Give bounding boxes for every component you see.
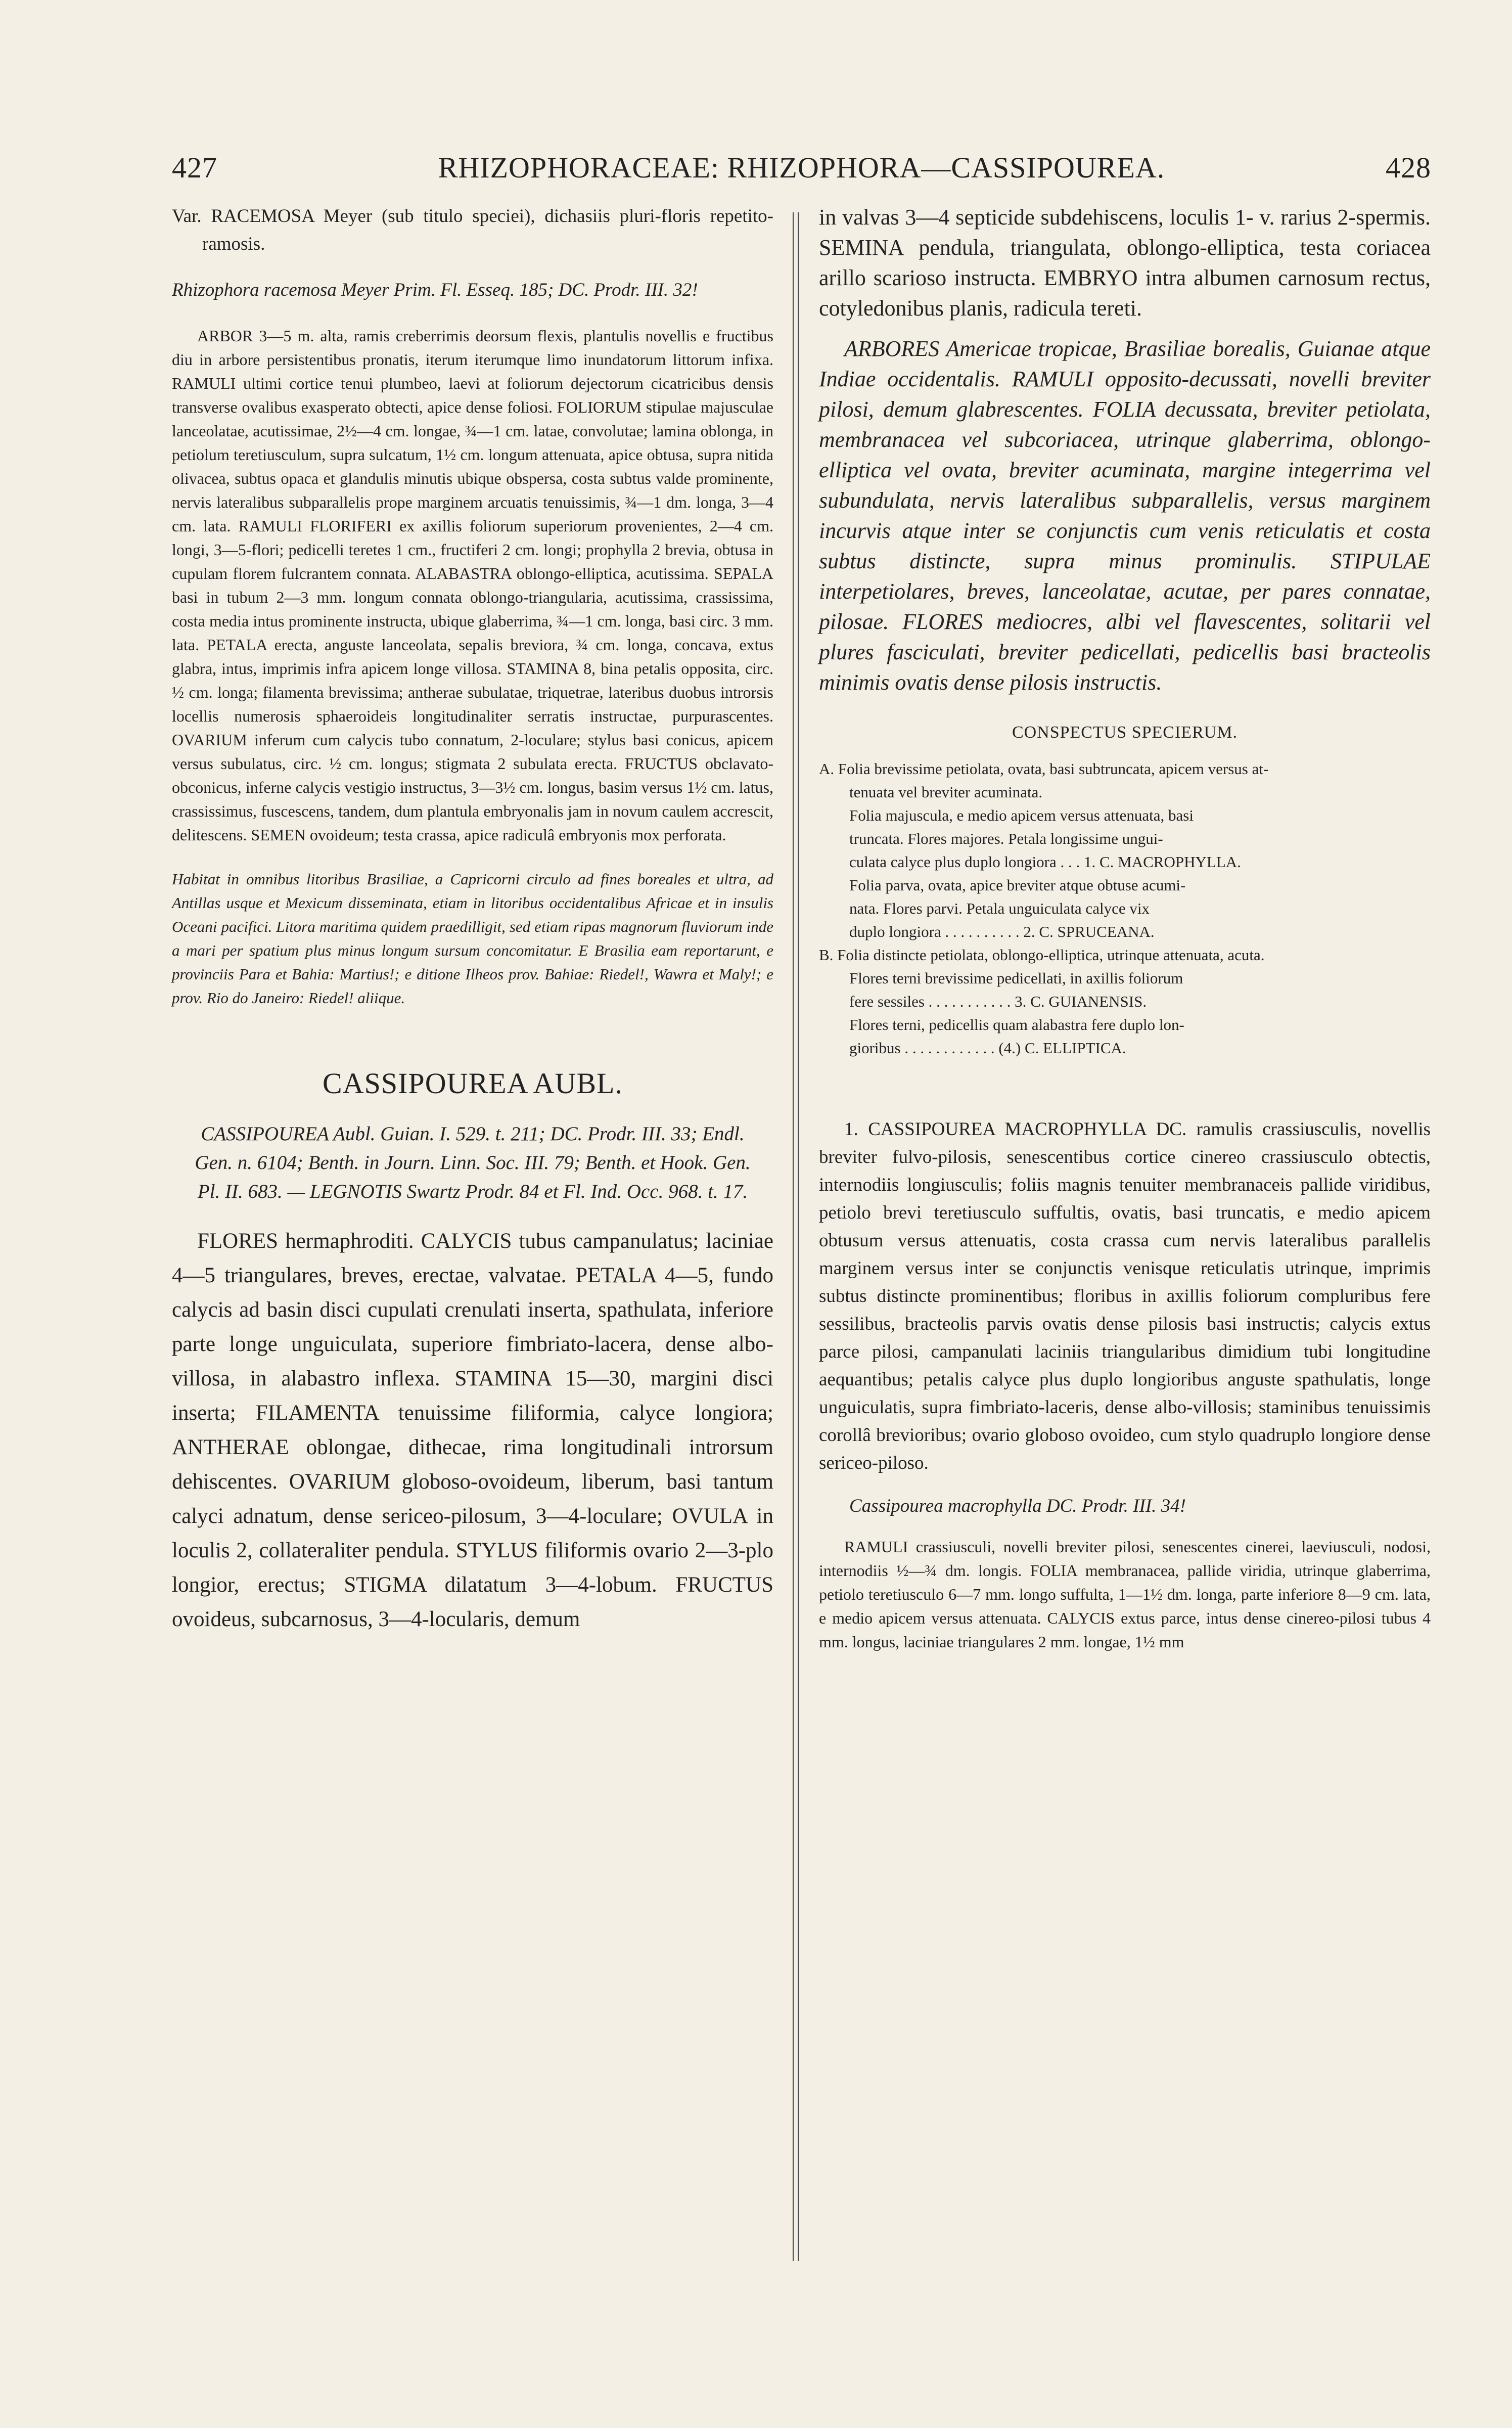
right-column xyxy=(819,202,1431,1654)
key-line: culata calyce plus duplo longiora . . . 1. C. MACROPHYLLA. xyxy=(849,853,1241,871)
key-line: B. Folia distincte petiolata, oblongo-elliptica, utrinque attenuata, acuta. xyxy=(819,946,1265,964)
racemosa-description: ARBOR 3—5 m. alta, ramis creberrimis deorsum flexis, plantulis novellis e fructibus diu in arbore persistentibus pronatis, iterum iterumque limo inundatorum littorum infixa. RAMULI ultimi cortice tenui plumbeo, laevi at foliorum dejectorum cicatricibus densis transverse ovalibus exasperato obtecti, apice dense foliosi. FOLIORUM stipulae majusculae lanceolatae, acutissimae, 2½—4 cm. longae, ¾—1 cm. latae, convolutae; lamina oblonga, in petiolum teretiusculum, supra sulcatum, 1½ cm. longum attenuata, apice obtusa, supra nitida olivacea, subtus opaca et glandulis minutis ubique obspersa, costa subtus valde prominente, nervis lateralibus subparallelis prope marginem arcuatis tenuissimis, ¾—1 dm. longa, 3—4 cm. lata. RAMULI FLORIFERI ex axillis foliorum superiorum provenientes, 2—4 cm. longi, 3—5-flori; pedicelli teretes 1 cm., fructiferi 2 cm. longi; prophylla 2 brevia, obtusa in cupulam florem fulcrantem connata. ALABASTRA oblongo-elliptica, acutissima. SEPALA basi in tubum 2—3 mm. longum connata oblongo-triangularia, acutissima, crassissima, costa media intus prominente instructa, ubique glaberrima, ¾—1 cm. longa, basi circ. 3 mm. lata. PETALA erecta, anguste lanceolata, sepalis breviora, ¾ cm. longa, concava, extus glabra, intus, imprimis infra apicem longe villosa. STAMINA 8, bina petalis opposita, circ. ½ cm. longa; filamenta brevissima; antherae subulatae, triquetrae, lateribus duobus introrsis locellis numerosis sphaeroideis longitudinaliter serratis instructae, purpurascentes. OVARIUM inferum cum calycis tubo connatum, 2-loculare; stylus basi conicus, apicem versus subulatus, circ. ½ cm. longus; stigmata 2 subulata erecta. FRUCTUS obclavato-obconicus, inferne calycis vestigio instructus, 3—3½ cm. longus, basim versus 1½ cm. latus, crassissimus, fuscescens, tandem, dum plantula embryonalis jam in novum caulem accrescit, delitescens. SEMEN ovoideum; testa crassa, apice radiculâ embryonis mox perforata. xyxy=(172,327,773,844)
key-line: duplo longiora . . . . . . . . . . 2. C. SPRUCEANA. xyxy=(849,923,1155,940)
key-line: Folia majuscula, e medio apicem versus attenuata, basi xyxy=(849,806,1194,824)
key-line: A. Folia brevissime petiolata, ovata, basi subtruncata, apicem versus at- xyxy=(819,760,1269,778)
genus-description: FLORES hermaphroditi. CALYCIS tubus campanulatus; laciniae 4—5 triangulares, breves, erectae, valvatae. PETALA 4—5, fundo calycis ad basin disci cupulati crenulati inserta, spathulata, inferiore parte longe unguiculata, superiore fimbriato-lacera, dense albo-villosa, in alabastro inflexa. STAMINA 15—30, margini disci inserta; FILAMENTA tenuissime filiformia, calyce longiora; ANTHERAE oblongae, dithecae, rima longitudinali introrsum dehiscentes. OVARIUM globoso-ovoideum, liberum, basi tantum calyci adnatum, dense sericeo-pilosum, 3—4-loculare; OVULA in loculis 2, collateraliter pendula. STYLUS filiformis ovario 2—3-plo longior, erectus; STIGMA dilatatum 3—4-lobum. FRUCTUS ovoideus, subcarnosus, 3—4-locularis, demum xyxy=(172,1229,773,1631)
key-line: Folia parva, ovata, apice breviter atque obtuse acumi- xyxy=(849,876,1186,894)
species-1-citation: Cassipourea macrophylla DC. Prodr. III. 34! xyxy=(849,1496,1186,1516)
genus-description-continued: in valvas 3—4 septicide subdehiscens, loculis 1- v. rarius 2-spermis. SEMINA pendula, triangulata, oblongo-elliptica, testa coriacea arillo scarioso instructa. EMBRYO intra albumen carnosum rectus, cotyledonibus planis, radicula tereti. xyxy=(819,205,1431,321)
page-number-right: 428 xyxy=(1386,151,1431,184)
column-divider xyxy=(793,212,799,2261)
racemosa-citation: Rhizophora racemosa Meyer Prim. Fl. Esseq. 185; DC. Prodr. III. 32! xyxy=(172,280,698,300)
page-number-left: 427 xyxy=(172,151,217,184)
key-line: Flores terni brevissime pedicellati, in axillis foliorum xyxy=(849,969,1183,987)
habitat-paragraph: Habitat in omnibus litoribus Brasiliae, a Capricorni circulo ad fines boreales et ultra, ad Antillas usque et Mexicum disseminata, etiam in litoribus occidentalibus Africae et in insulis Oceani pacifici. Litora maritima quidem praedilligit, sed etiam ripas magnorum fluviorum inde a mari per spatium plus minus longum sursum concomitatur. E Brasilia eam reportarunt, e provinciis Para et Bahia: Martius!; e ditione Ilheos prov. Bahiae: Riedel!, Wawra et Maly!; e prov. Rio do Janeiro: Riedel! aliique. xyxy=(172,870,773,1007)
genus-habit-description: ARBORES Americae tropicae, Brasiliae borealis, Guianae atque Indiae occidentalis. RAMULI opposito-decussati, novelli breviter pilosi, demum glabrescentes. FOLIA decussata, breviter petiolata, membranacea vel subcoriacea, utrinque glaberrima, oblongo-elliptica vel ovata, breviter acuminata, margine integerrima vel subundulata, nervis lateralibus subparallelis, versus marginem incurvis atque inter se conjunctis cum venis reticulatis et costa subtus distincte, supra minus prominulis. STIPULAE interpetiolares, breves, lanceolatae, acutae, per pares connatae, pilosae. FLORES mediocres, albi vel flavescentes, solitarii vel plures fasciculati, breviter pedicellati, pedicellis basi bracteolis minimis ovatis dense pilosis instructis. xyxy=(819,336,1431,695)
page-header xyxy=(172,151,1431,186)
species-1-diagnosis: 1. CASSIPOUREA MACROPHYLLA DC. ramulis crassiusculis, novellis breviter fulvo-pilosis, senescentibus cortice cinereo crassiusculo obtectis, internodiis longiusculis; foliis magnis tenuiter membranaceis pallide viridibus, petiolo brevi teretiusculo suffultis, ovatis, basi truncatis, e medio apicem obtusum versus attenuatis, costa crassa cum nervis lateralibus parallelis marginem versus inter se conjunctis venisque reticulatis utrinque, imprimis subtus distincte prominentibus; floribus in axillis foliorum compluribus fere sessilibus, bracteolis parvis ovatis dense pilosis basi instructis; calycis extus parce pilosi, campanulati laciniis triangularibus dimidium tubi longitudine aequantibus; petalis calyce plus duplo longioribus anguste spathulatis, longe unguiculatis, supra fimbriato-laceris, dense albo-villosis; staminibus tenuissimis corollâ brevioribus; ovario globoso ovoideo, cum stylo quadruplo longiore dense sericeo-piloso. xyxy=(819,1119,1431,1473)
conspectus-heading: CONSPECTUS SPECIERUM. xyxy=(1012,723,1238,742)
species-1-description: RAMULI crassiusculi, novelli breviter pilosi, senescentes cinerei, laeviusculi, nodosi, internodiis ½—¾ dm. longis. FOLIA membranacea, pallide viridia, utrinque glaberrima, petiolo teretiusculo 6—7 mm. longo suffulta, 1—1½ dm. longa, parte inferiore 8—9 cm. lata, e medio apicem versus attenuata. CALYCIS extus parce, intus dense cinereo-pilosi tubus 4 mm. longus, laciniae triangulares 2 mm. longae, 1½ mm xyxy=(819,1538,1431,1651)
key-line: fere sessiles . . . . . . . . . . . 3. C. GUIANENSIS. xyxy=(849,993,1147,1010)
key-line: gioribus . . . . . . . . . . . . (4.) C. ELLIPTICA. xyxy=(849,1039,1126,1057)
running-title: RHIZOPHORACEAE: RHIZOPHORA—CASSIPOUREA. xyxy=(438,151,1165,184)
left-column xyxy=(172,202,773,1637)
key-line: nata. Flores parvi. Petala unguiculata calyce vix xyxy=(849,900,1150,917)
genus-heading: CASSIPOUREA AUBL. xyxy=(323,1067,623,1100)
key-line: tenuata vel breviter acuminata. xyxy=(849,783,1043,801)
key-line: truncata. Flores majores. Petala longissime ungui- xyxy=(849,830,1163,847)
species-key xyxy=(819,757,1431,1060)
key-line: Flores terni, pedicellis quam alabastra fere duplo lon- xyxy=(849,1016,1184,1033)
genus-citation: CASSIPOUREA Aubl. Guian. I. 529. t. 211; DC. Prodr. III. 33; Endl. Gen. n. 6104; Benth. in Journ. Linn. Soc. III. 79; Benth. et Hook. Gen. Pl. II. 683. — LEGNOTIS Swartz Prodr. 84 et Fl. Ind. Occ. 968. t. 17. xyxy=(195,1123,751,1202)
variety-racemosa: Var. RACEMOSA Meyer (sub titulo speciei), dichasiis pluri-floris repetito-ramosis. xyxy=(172,206,773,254)
